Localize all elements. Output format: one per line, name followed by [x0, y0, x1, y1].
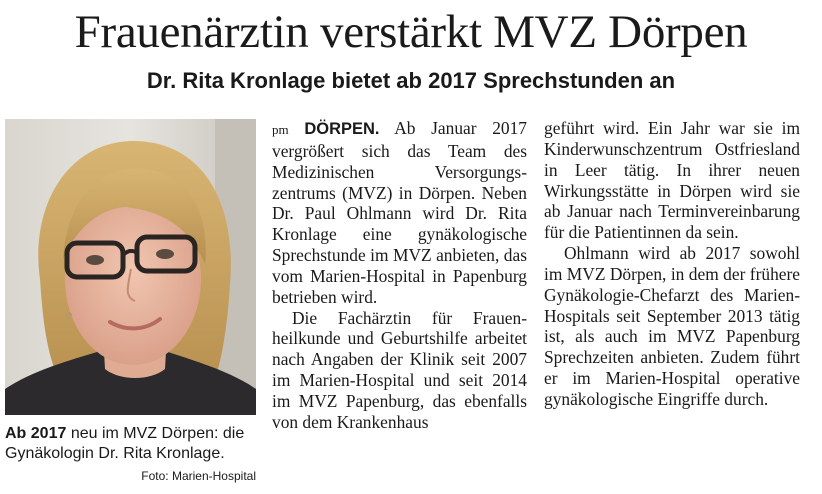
author-initials: pm	[272, 122, 289, 137]
caption-text: neu im MVZ Dörpen: die Gynäkologin Dr. Rita Kronlage.	[5, 425, 245, 462]
article-column-2	[544, 118, 800, 410]
article-paragraph: geführt wird. Ein Jahr war sie im Kinderwunschzentrum Ostfriesland in Leer tätig. In ihrer neuen Wirkungsstätte in Dörpen wird sie ab Januar nach Terminvereinbarung für die Patientinnen da sein.	[544, 118, 800, 243]
article-paragraph: Ohlmann wird ab 2017 sowohl im MVZ Dörpen, in dem der frühere Gynäkologie-Chefarzt des Marien-Hospitals seit September 2013 tätig ist, als auch im MVZ Papenburg Sprechzeiten anbieten. Zudem führt er im Marien-Hospital operative gynäkologische Eingriffe durch.	[544, 243, 800, 409]
photo-caption	[5, 424, 256, 486]
paragraph-text: Ab Januar 2017 vergrößert sich das Team des Medizinischen Versorgungszentrums (MVZ) in Dörpen. Neben Dr. Paul Ohlmann wird Dr. Rita Kronlage eine gynäkologische Sprechstunde im MVZ anbieten, das vom Marien-Hospital in Papenburg betrieben wird.	[272, 118, 527, 307]
photo-credit: Foto: Marien-Hospital	[141, 469, 256, 483]
dateline: DÖRPEN.	[304, 120, 380, 138]
subheadline: Dr. Rita Kronlage bietet ab 2017 Sprechstunden an	[146, 68, 676, 93]
headline: Frauenärztin verstärkt MVZ Dörpen	[74, 6, 748, 58]
article-paragraph: Die Fachärztin für Frauenheilkunde und Geburtshilfe arbeitet nach Angaben der Klinik seit 2007 im Marien-Hospital und seit 2014 im MVZ Papenburg, das ebenfalls von dem Krankenhaus	[272, 307, 527, 432]
article-column-1	[272, 118, 527, 433]
caption-lead: Ab 2017	[5, 425, 67, 442]
article-paragraph	[272, 118, 527, 308]
portrait-photo	[5, 119, 256, 415]
